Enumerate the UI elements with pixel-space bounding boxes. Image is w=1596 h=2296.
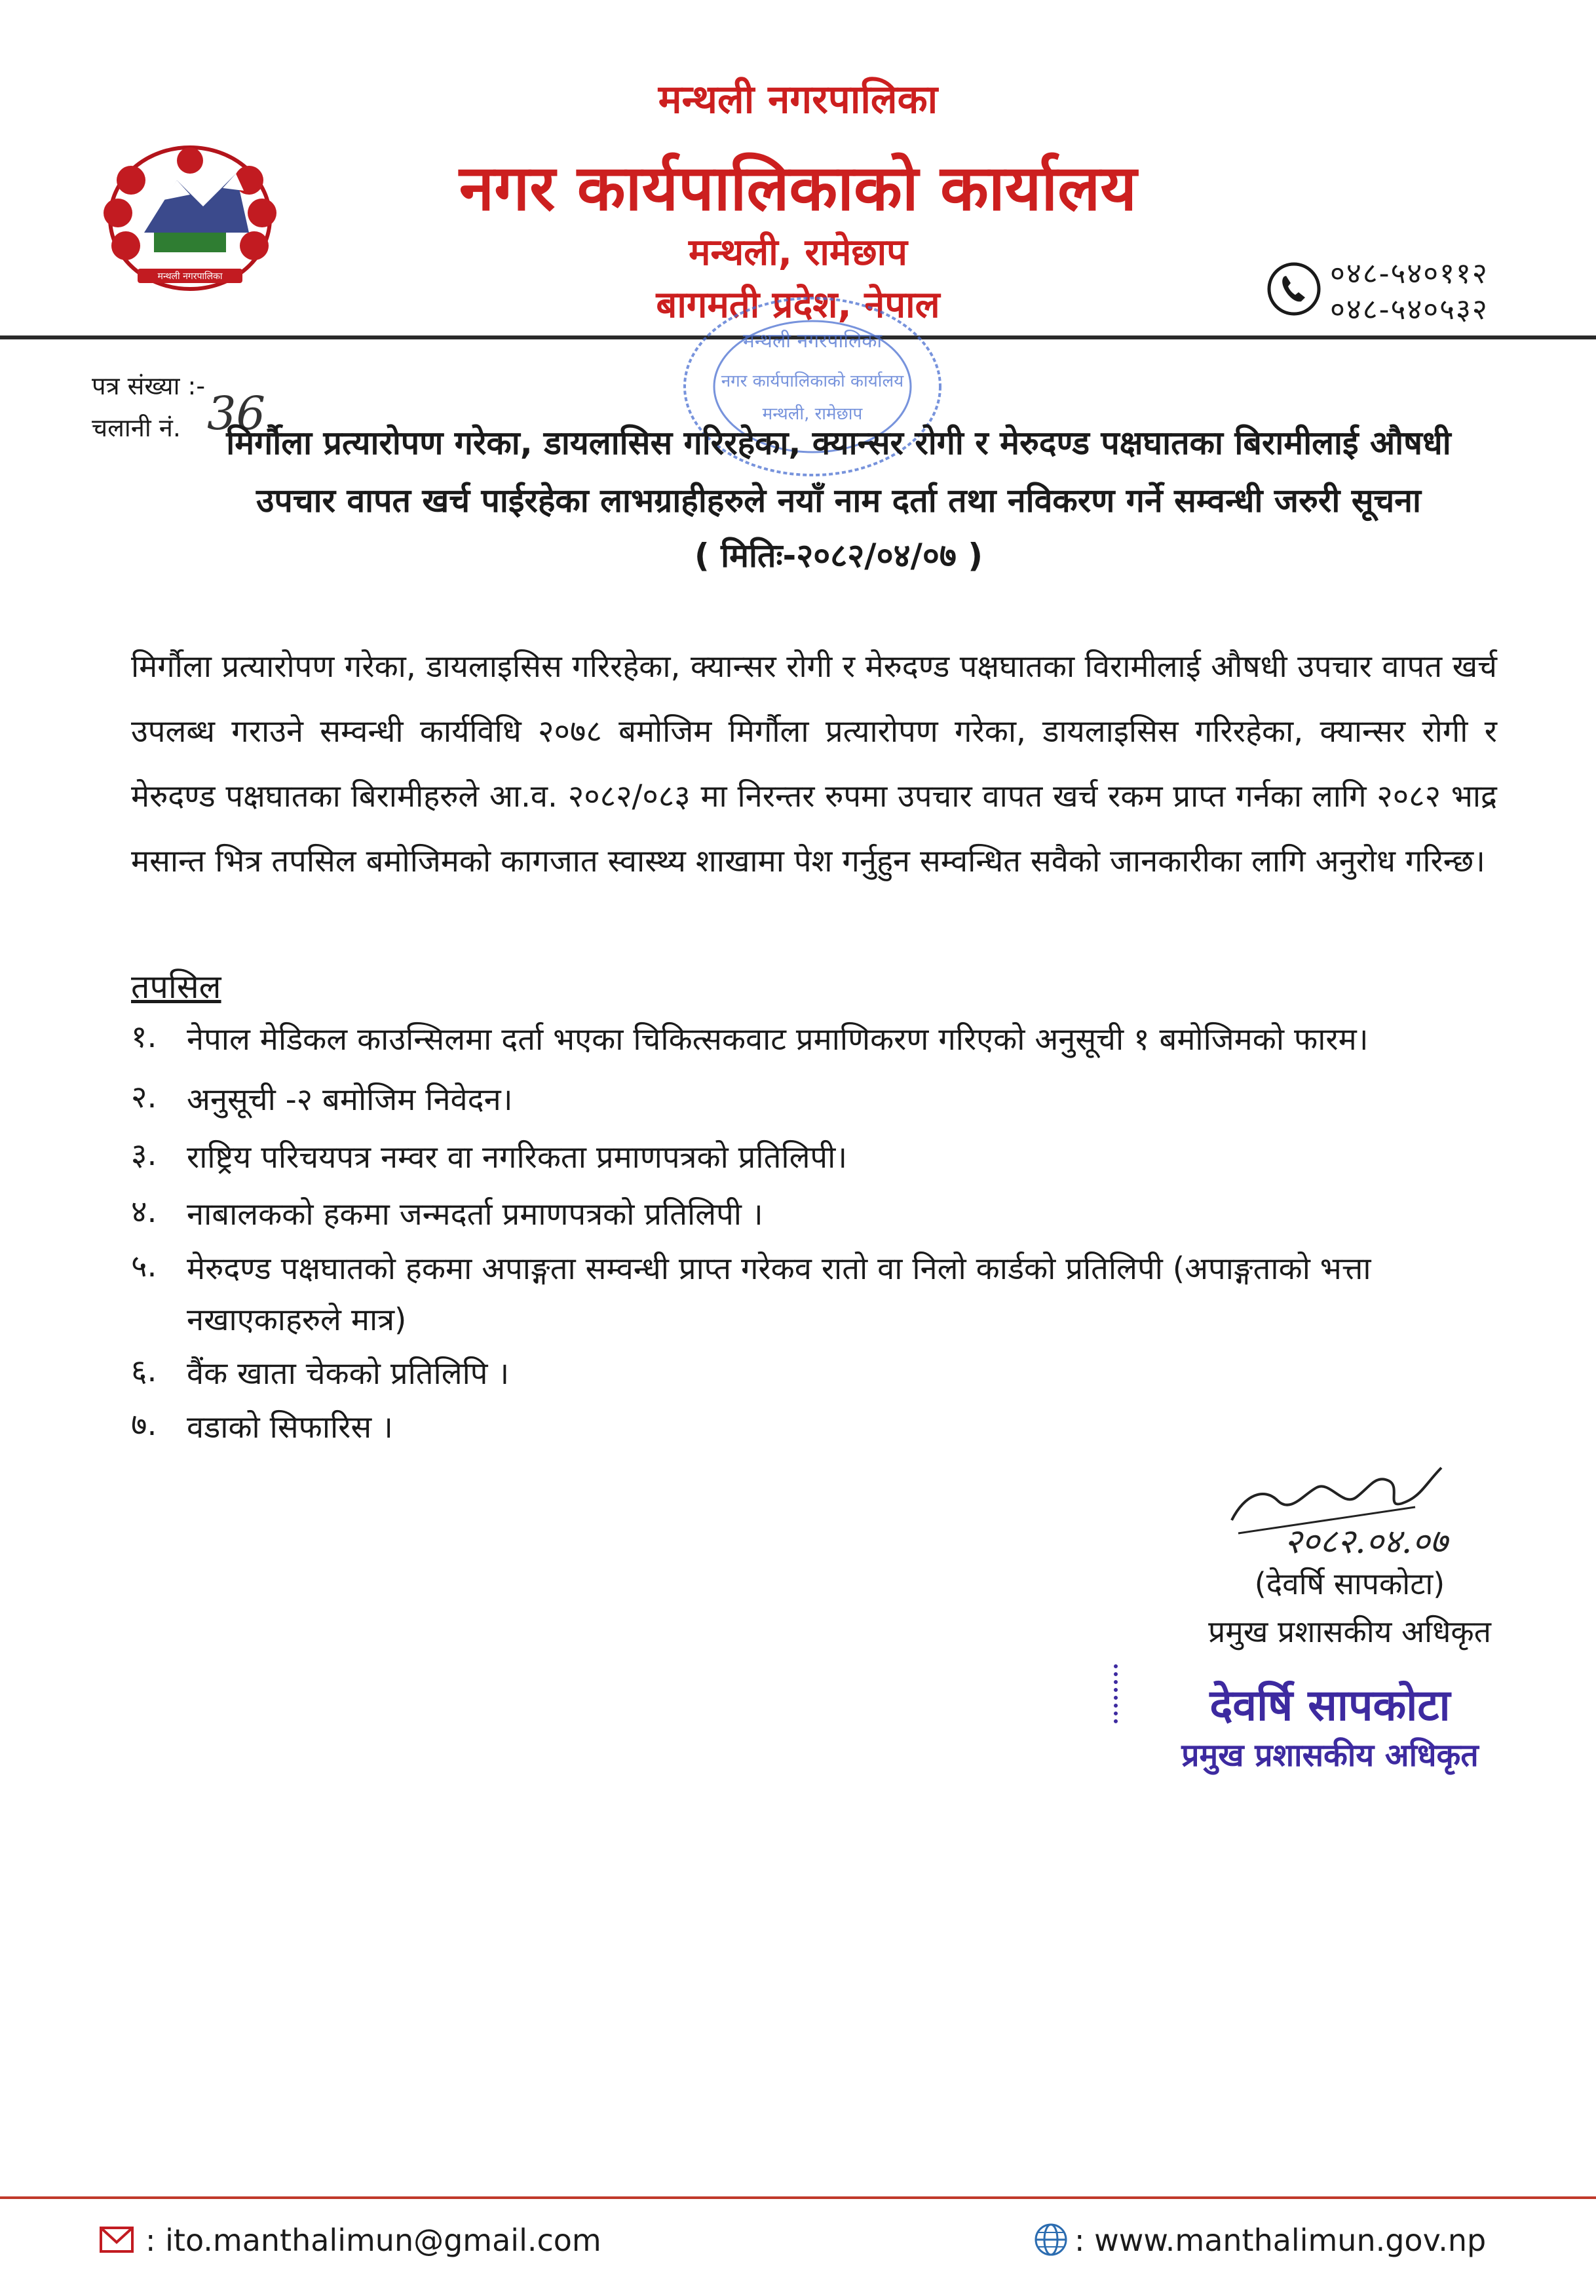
- list-item: वडाको सिफारिस ।: [187, 1409, 393, 1445]
- office-province: बागमती प्रदेश, नेपाल: [656, 284, 940, 326]
- notice-paragraph: मिर्गौला प्रत्यारोपण गरेका, डायलाइसिस गरिरहेका, क्यान्सर रोगी र मेरुदण्ड पक्षघातका विरामीलाई औषधी उपचार वापत खर्च उपलब्ध गराउने सम्वन्धी कार्यविधि २०७८ बमोजिम मिर्गौला प्रत्यारोपण गरेका, डायलाइसिस गरिरहेका, क्यान्सर रोगी र मेरुदण्ड पक्षघातका बिरामीहरुले आ.व. २०८२/०८३ मा निरन्तर रुपमा उपचार वापत खर्च रकम प्राप्त गर्नका लागि २०८२ भाद्र मसान्त भित्र तपसिल बमोजिमको कागजात स्वास्थ्य शाखामा पेश गर्नुहुन सम्वन्धित सवैको जानकारीका लागि अनुरोध गरिन्छ।: [131, 649, 1497, 879]
- footer-website[interactable]: [1074, 2223, 1486, 2258]
- emblem-ribbon-text: मन्थली नगरपालिका: [157, 271, 223, 282]
- patra-sankhya-label: पत्र संख्या :-: [92, 372, 206, 400]
- list-item-number: १.: [131, 1019, 157, 1055]
- signatory-title: प्रमुख प्रशासकीय अधिकृत: [1208, 1614, 1491, 1649]
- office-name: नगर कार्यपालिकाको कार्यालय: [459, 151, 1137, 225]
- list-item-number: ६.: [131, 1353, 157, 1389]
- official-stamp-name: देवर्षि सापकोटा: [1209, 1680, 1451, 1731]
- subject-date: ( मितिः-२०८२/०४/०७ ): [694, 537, 983, 575]
- list-item-number: ४.: [131, 1194, 157, 1230]
- email-address[interactable]: ito.manthalimun@gmail.com: [165, 2223, 601, 2258]
- globe-icon: [1034, 2223, 1068, 2257]
- subject-line-2: उपचार वापत खर्च पाईरहेका लाभग्राहीहरुले नयाँ नाम दर्ता तथा नविकरण गर्ने सम्वन्धी जरुरी सूचना: [256, 482, 1421, 520]
- stamp-text-inner: नगर कार्यपालिकाको कार्यालय: [721, 372, 904, 391]
- list-item-number: २.: [131, 1079, 157, 1115]
- footer-email[interactable]: [145, 2223, 601, 2258]
- stamp-text-outer: मन्थली नगरपालिका: [742, 330, 883, 353]
- footer-divider: [0, 2196, 1596, 2199]
- list-item: नेपाल मेडिकल काउन्सिलमा दर्ता भएका चिकित्सकवाट प्रमाणिकरण गरिएको अनुसूची १ बमोजिमको फारम।: [187, 1022, 1369, 1058]
- signatory-name: (देवर्षि सापकोटा): [1254, 1566, 1445, 1601]
- list-item: वैंक खाता चेकको प्रतिलिपि ।: [187, 1356, 510, 1392]
- municipality-name: मन्थली नगरपालिका: [658, 77, 938, 123]
- chalani-label: चलानी नं.: [92, 413, 181, 442]
- subject-line-1: मिर्गौला प्रत्यारोपण गरेका, डायलासिस गरिरहेका, क्यान्सर रोगी र मेरुदण्ड पक्षघातका बिरामीलाई औषधी: [226, 424, 1451, 462]
- email-prefix: :: [145, 2223, 156, 2258]
- list-item: मेरुदण्ड पक्षघातको हकमा अपाङ्गता सम्वन्धी प्राप्त गरेकव रातो वा निलो कार्डको प्रतिलिपी (अपाङ्गताको भत्ता नखाएकाहरुले मात्र): [187, 1251, 1371, 1338]
- mail-icon: [100, 2227, 134, 2253]
- list-item: अनुसूची -२ बमोजिम निवेदन।: [187, 1082, 513, 1118]
- stamp-bracket: [1114, 1664, 1128, 1723]
- annex-heading: तपसिल: [131, 968, 221, 1006]
- list-item: नाबालकको हकमा जन्मदर्ता प्रमाणपत्रको प्रतिलिपी ।: [187, 1196, 763, 1233]
- website-url[interactable]: www.manthalimun.gov.np: [1094, 2223, 1487, 2258]
- website-prefix: :: [1074, 2223, 1085, 2258]
- phone-icon: [1266, 261, 1322, 317]
- list-item-number: ५.: [131, 1248, 157, 1284]
- list-item: राष्ट्रिय परिचयपत्र नम्वर वा नगरिकता प्रमाणपत्रको प्रतिलिपी।: [187, 1139, 848, 1176]
- phone-number-1: ०४८-५४०११२: [1330, 257, 1489, 290]
- office-location: मन्थली, रामेछाप: [689, 231, 907, 274]
- list-item-number: ३.: [131, 1137, 157, 1173]
- stamp-text-place: मन्थली, रामेछाप: [762, 404, 863, 424]
- chalani-number: 36: [207, 387, 266, 440]
- handwritten-signature: [1219, 1442, 1520, 1559]
- phone-number-2: ०४८-५४०५३२: [1330, 293, 1489, 326]
- signature-date: २०८२.०४.०७: [1284, 1522, 1448, 1559]
- list-item-number: ७.: [131, 1407, 157, 1443]
- official-stamp-title: प्रमुख प्रशासकीय अधिकृत: [1181, 1737, 1479, 1774]
